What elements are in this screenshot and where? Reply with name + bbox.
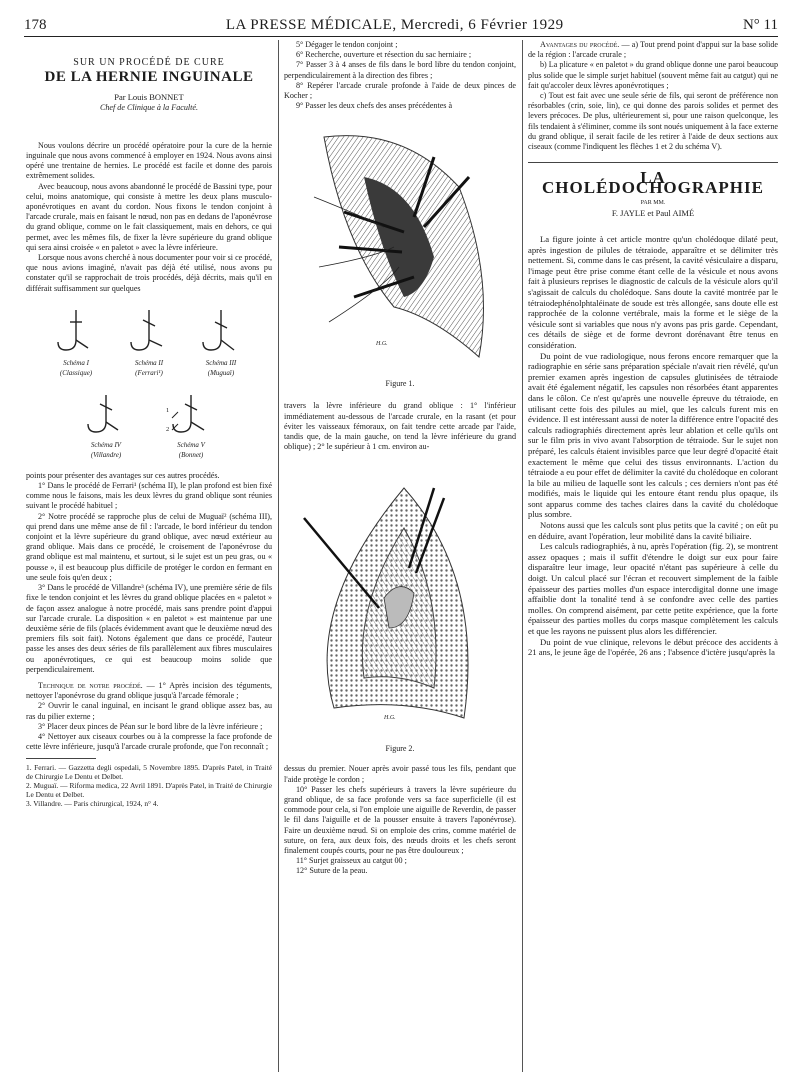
step: 7° Passer 3 à 4 anses de fils dans le bord libre du tendon conjoint, perpendiculairement à la direction des fibres ; — [284, 60, 516, 80]
column-divider — [278, 40, 279, 1072]
article-title: DE LA HERNIE INGUINALE — [44, 69, 254, 86]
step: 10° Passer les chefs supérieurs à travers la lèvre supérieure du grand oblique, de sa face profonde vers sa face superficielle (il est commode pour cela, si l'on emploie une aiguille de Reverdin, de passer le fil dans l'aiguille et de la pousser ensuite à travers l'aponévrose). Faire un deuxième nœud. Si on emploie des crins, comme matériel de suture, on fera, aux deux fois, des nœuds droits et les chefs seront finalement coupés courts, pour ne pas être douloureux ; — [284, 784, 516, 856]
paragraph: La figure jointe à cet article montre qu'un cholédoque dilaté peut, après ingestion de pilules de tétraiode, apparaître et se délimiter très nettement. Si, comme dans le cas présent, la cavité vésiculaire a disparu, l'image peut être prise comme étant celle de la vésicule et nous avons fait à plusieurs reprises le diagnostic de calculs de la vésicule alors qu'il s'agissait de calculs du cholédoque. Sans doute la cavité montrée par le tétraiodephénolphtaléinate de soude est très allongée, sans doute elle est rapprochée de la colonne vertébrale, mais la forme et le siège de la vésicule sont si variables que nous n'y avons pas pris garde. Cependant, ces détails de siège et de forme devront dorénavant être tenus en considération. — [528, 234, 778, 350]
paragraph: c) Tout est fait avec une seule série de fils, qui seront de préférence non résorbables (crin, soie, lin), ce qui donne des parois solides et permet des levers précoces. De plus, ultérieurement si, pour une raison quelconque, les fils tendaient à s'éliminer, comme ils sont noués uniquement à la face externe du grand oblique, il serait facile de les retirer à l'aide de deux sections aux ciseaux (comme l'indiquent les flèches 1 et 2 du schéma V). — [528, 91, 778, 152]
issue-number: N° 11 — [742, 17, 778, 33]
surgical-illustration-2 — [284, 458, 516, 738]
page-number: 178 — [24, 17, 47, 33]
footnote: 2. Muguaï. — Riforma medica, 22 Avril 1891. D'après Patel, in Traité de Chirurgie Le Dentu et Delbet. — [26, 781, 272, 800]
column-3 — [528, 40, 778, 1072]
figure-caption: Figure 1. — [385, 379, 415, 389]
figure-signature: H.G. — [384, 715, 396, 722]
byline-prefix: PAR MM. — [640, 199, 666, 206]
section-lead: Technique de notre procédé. — [38, 680, 143, 690]
footnote-rule — [26, 758, 96, 759]
schema-caption: Schéma I (Classique) — [59, 358, 93, 378]
schema-caption: Schéma IV (Villandre) — [90, 440, 122, 460]
schema-arrow-label: 2 — [166, 425, 170, 433]
paragraph: Du point de vue clinique, relevons le début précoce des accidents à 21 ans, le jeune âge de l'opérée, 26 ans ; l'absence d'ictère jusqu'après la — [528, 636, 778, 658]
paragraph: Les calculs radiographiés, à nu, après l'opération (fig. 2), se montrent assez opaques ; mais il suffit d'étendre le doigt sur eux pour faire disparaître leur image, leur opacité n'étant pas supérieure à celle du doigt. Un calcul placé sur l'écran et recouvert simplement de la faible épaisseur des parties molles d'un espace intercdigital donne une image affaiblie dont la tonalité tend à se confondre avec celle des parties molles. On comprend aisément, par cette petite expérience, que la forte épaisseur des parties molles du corps masque complètement les calculs et que les rayons ne puissent plus alors les différencier. — [528, 541, 778, 637]
paragraph: 2° Ouvrir le canal inguinal, en incisant le grand oblique assez bas, au ras du pilier externe ; — [26, 701, 272, 721]
step: 6° Recherche, ouverture et résection du sac herniaire ; — [296, 50, 472, 60]
journal-title: LA PRESSE MÉDICALE, Mercredi, 6 Février 1929 — [225, 17, 564, 33]
column-2 — [284, 40, 516, 1072]
paragraph: points pour présenter des avantages sur ces autres procédés. — [26, 470, 220, 480]
schema-figure — [26, 300, 272, 465]
paragraph: b) La plicature « en paletot » du grand oblique donne une paroi beaucoup plus solide que le simple surjet habituel (souvent même fait au catgut) qui ne fait qu'accoler deux lèvres aponévrotiques ; — [528, 60, 778, 90]
schema-caption: Schéma V (Bonnet) — [177, 440, 205, 460]
paragraph: dessus du premier. Nouer après avoir passé tous les fils, pendant que l'aide protège le cordon ; — [284, 764, 516, 784]
step: 12° Suture de la peau. — [296, 866, 368, 876]
article-authors: F. JAYLE et Paul AIMÉ — [611, 207, 695, 218]
step: 11° Surjet graisseux au catgut 00 ; — [296, 856, 407, 866]
article-affiliation: Chef de Clinique à la Faculté. — [99, 102, 198, 112]
column-divider — [522, 40, 523, 1072]
paragraph: Nous voulons décrire un procédé opératoire pour la cure de la hernie inguinale que nous avons commencé à employer en 1924. Nous avons ainsi opéré une trentaine de hernies. Le procédé est facile et donne des parois extrêmement solides. — [26, 140, 272, 181]
schema-drawings — [26, 300, 272, 465]
page-header — [24, 10, 778, 37]
paragraph: — a) Tout prend point d'appui sur la base solide de la région : l'arcade crurale ; — [528, 40, 778, 60]
article-body — [528, 234, 778, 658]
paragraph: Notons aussi que les calculs sont plus petits que la cavité ; on eût pu en déduire, avant l'opération, leur mobilité dans la cavité biliaire. — [528, 520, 778, 541]
article-separator — [528, 162, 778, 163]
paragraph: 3° Placer deux pinces de Péan sur le bord libre de la lèvre inférieure ; — [38, 721, 263, 731]
section-lead: Avantages du procédé. — [540, 40, 620, 49]
figure-1 — [284, 117, 516, 395]
step: 9° Passer les deux chefs des anses précédentes à — [296, 101, 453, 111]
paragraph: 1° Dans le procédé de Ferrari¹ (schéma II), le plan profond est bien fixé comme nous le faisons, mais les deux lèvres du grand oblique sont réunies suivant le procédé habituel ; — [26, 481, 272, 511]
figure-signature: H.G. — [376, 341, 388, 348]
footnote: 1. Ferrari. — Gazzetta degli ospedali, 5 Novembre 1895. D'après Patel, in Traité de Chirurgie Le Dentu et Delbet. — [26, 763, 272, 782]
paragraph: 3° Dans le procédé de Villandre³ (schéma IV), une première série de fils fixe le tendon conjoint et les lèvres du grand oblique placées en « paletot » de façon assez analogue à notre procédé, mais sans prendre point d'appui sur l'arcade crurale. La disposition « en paletot » est maintenue par une deuxième série de fils (placés évidemment avant que le deuxième nœud des premiers fils soit fait). Notons également que dans ce procédé, l'auteur passe les anses des deux séries de fils parallèlement aux fibres musculaires ou aponévrotiques, ce qui est beaucoup moins solide que perpendiculairement. — [26, 583, 272, 674]
paragraph: Avec beaucoup, nous avons abandonné le procédé de Bassini type, pour celui, moins anatomique, qui consiste à mettre les deux plans musculo-aponévrotiques en avant du cordon. Nous fixons le tendon conjoint à l'arcade crurale, mais en faisant le nœud, non pas en dedans de l'aponévrose du grand oblique, comme on le fait classiquement, mais en dehors, ce qui permet, avec les mêmes fils, de fixer la lèvre supérieure du grand oblique qui sera ainsi croisée « en paletot » avec la lèvre inférieure. — [26, 181, 272, 252]
column-1 — [26, 40, 272, 1072]
paragraph: 2° Notre procédé se rapproche plus de celui de Muguaï² (schéma III), qui prend dans une même anse de fil : l'arcade, le bord inférieur du tendon conjoint et la lèvre supérieure du grand oblique, avec nœud extérieur au grand oblique. Mais dans ce procédé, le croisement de l'aponévrose du grand oblique est mal maintenu, et surtout, si le sujet est un peu gras, ou « pousse », il est beaucoup plus difficile de protéger le cordon en fermant en une seule fois qu'en deux ; — [26, 511, 272, 582]
schema-caption: Schéma III (Muguaï) — [205, 358, 237, 378]
paragraph: travers la lèvre inférieure du grand oblique : 1° l'inférieur immédiatement au-dessous de l'arcade crurale, en la rasant (et pour éviter les vaisseaux fémoraux, on fait tendre cette arcade par l'aide, tandis que, de la main gauche, on tend la lèvre inférieure du grand oblique) ; 2° le supérieur à 1 cm. environ au- — [284, 401, 516, 452]
step: 5° Dégager le tendon conjoint ; — [296, 40, 398, 49]
article-byline: Par Louis BONNET — [114, 92, 184, 103]
surgical-illustration-1 — [284, 117, 516, 377]
paragraph: Lorsque nous avons cherché à nous documenter pour voir si ce procédé, que nous avions imaginé, n'avait pas déjà été utilisé, nous avons pu constater qu'il se rapprochait de trois procédés, déjà décrits, mais qu'il en différait suffisamment sur quelques — [26, 253, 272, 293]
paragraph: 4° Nettoyer aux ciseaux courbes ou à la compresse la face profonde de cette lèvre inférieure, jusqu'à l'arcade crurale profonde, que l'on reconnaît ; — [26, 731, 272, 752]
schema-caption: Schéma II (Ferrari¹) — [134, 358, 164, 378]
footnote: 3. Villandre. — Paris chirurgical, 1924, n° 4. — [26, 799, 159, 809]
paragraph: Du point de vue radiologique, nous ferons encore remarquer que la radiographie en série sans préparation spéciale n'avait rien révélé, qu'un premier examen après ingestion de capsules glutinisées de tétraiode avait été également négatif, les capsules non résorbées étant apparentes dans le côlon. Ce n'est qu'après une nouvelle épreuve du tétraiode, en utilisant cette fois des pilules au miel, que les calculs furent mis en évidence. Il est intéressant aussi de noter la différence entre l'opacité des calculs radiographiés directement après leur ablation et celle qu'ils ont sur le film pris in vivo avant l'absorption de tétraiode. Sur le sujet non préparé, les calculs étaient invisibles parce que leur degré d'opacité était exactement le même que celui des tissus environnants. L'action du tétraiode a eu pour effet de délimiter la cavité du cholédoque en colorant la bile au milieu de laquelle sont les calculs ; ces derniers n'ont pas été modifiés, mais le liquide qui les entoure étant rendu plus opaque, ils sont apparus comme des taches claires dans la cavité du cholédoque plus sombre. — [528, 350, 778, 520]
figure-2 — [284, 458, 516, 758]
article-kicker: SUR UN PROCÉDÉ DE CURE — [73, 57, 225, 68]
schema-arrow-label: 1 — [166, 406, 170, 414]
step: 8° Repérer l'arcade crurale profonde à l'aide de deux pinces de Kocher ; — [284, 80, 516, 101]
article-title-2: LA CHOLÉDOCHOGRAPHIE — [542, 168, 764, 198]
paragraph: — 1° Après incision des téguments, nettoyer l'aponévrose du grand oblique jusqu'à l'arcade fémorale ; — [26, 680, 272, 701]
figure-caption: Figure 2. — [385, 744, 415, 754]
